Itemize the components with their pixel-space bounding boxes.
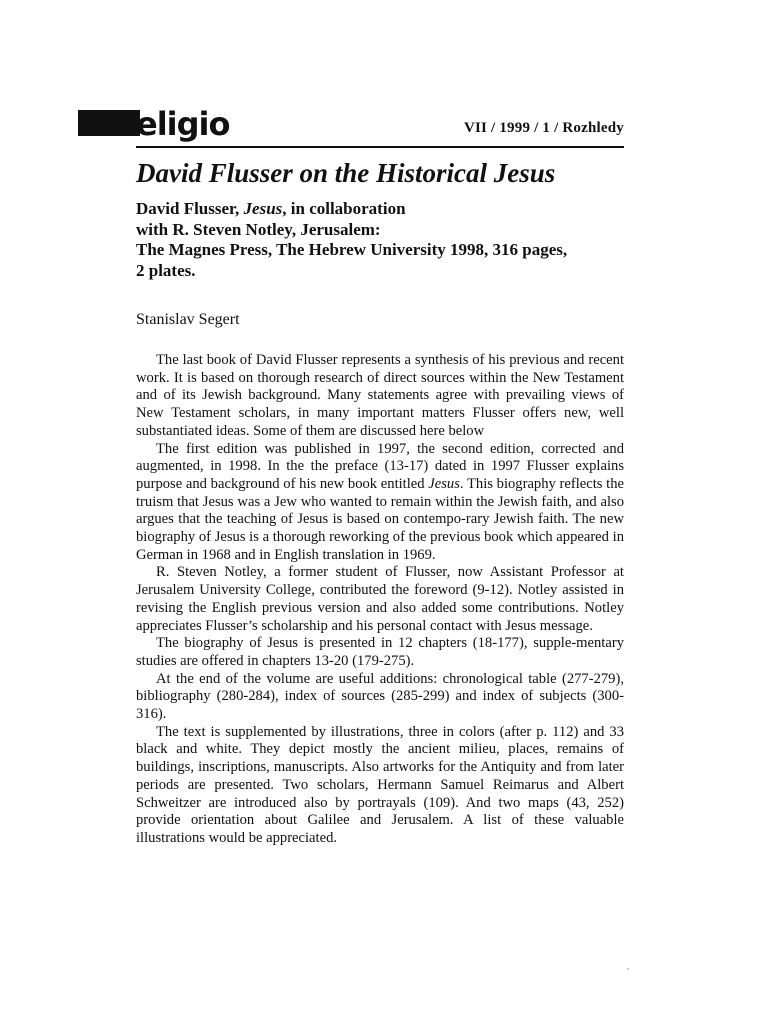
paragraph-2: The first edition was published in 1997, the second edition, corrected and augmented, in 1998. In the the preface (13-17) dated in 1997 Flusser explains purpose and background of his new book entitled Jesus. This biography reflects the truism that Jesus was a Jew who wanted to remain within the Jewish faith, and also argues that the teaching of Jesus is based on contempo-rary Jewish faith. The new biography of Jesus is a thorough reworking of the previous book which appeared in German in 1968 and in English translation in 1969.	[136, 440, 625, 563]
scan-speck	[627, 968, 629, 970]
logo-wordmark: eligio	[136, 105, 230, 143]
paragraph-4: The biography of Jesus is presented in 12 chapters (18-177), supple-mentary studies are offered in chapters 13-20 (179-275).	[136, 635, 624, 669]
journal-header	[78, 98, 624, 146]
citation-line-4: 2 plates.	[136, 260, 196, 280]
paragraph-1: The last book of David Flusser represents a synthesis of his previous and recent work. It is based on thorough research of direct sources within the New Testament and of its Jewish background. Many statements agree with prevailing views of New Testament scholars, in many important matters Flusser offers new, well substantiated ideas. Some of them are discussed here below	[136, 352, 624, 439]
review-author: Stanislav Segert	[136, 311, 240, 328]
article-body	[136, 352, 624, 848]
paragraph-3: R. Steven Notley, a former student of Flusser, now Assistant Professor at Jerusalem University College, contributed the foreword (9-12). Notley assisted in revising the English previous version and also added some contributions. Notley appreciates Flusser’s scholarship and his personal contact with Jesus message.	[136, 564, 624, 634]
header-rule	[136, 146, 624, 148]
logo-black-bar	[78, 110, 140, 136]
religio-logo	[78, 102, 230, 143]
citation-line-1: David Flusser, Jesus, in collaboration	[136, 199, 406, 218]
article-title: David Flusser on the Historical Jesus	[136, 158, 556, 188]
citation-line-2: with R. Steven Notley, Jerusalem:	[136, 219, 381, 239]
book-title: Jesus	[243, 199, 283, 218]
bibliographic-citation	[136, 199, 636, 281]
issue-reference: VII / 1999 / 1 / Rozhledy	[463, 120, 624, 136]
paragraph-5: At the end of the volume are useful additions: chronological table (277-279), bibliography (280-284), index of sources (285-299) and index of subjects (300-316).	[136, 670, 624, 723]
citation-line-3: The Magnes Press, The Hebrew University 1998, 316 pages,	[136, 240, 568, 259]
paragraph-6: The text is supplemented by illustrations, three in colors (after p. 112) and 33 black and white. They depict mostly the ancient milieu, places, remains of buildings, inscriptions, manuscripts. Also artworks for the Antiquity and from later periods are presented. Two scholars, Hermann Samuel Reimarus and Albert Schweitzer are introduced also by portrayals (109). And two maps (43, 252) provide orientation about Galilee and Jerusalem. A list of these valuable illustrations would be appreciated.	[136, 723, 624, 846]
